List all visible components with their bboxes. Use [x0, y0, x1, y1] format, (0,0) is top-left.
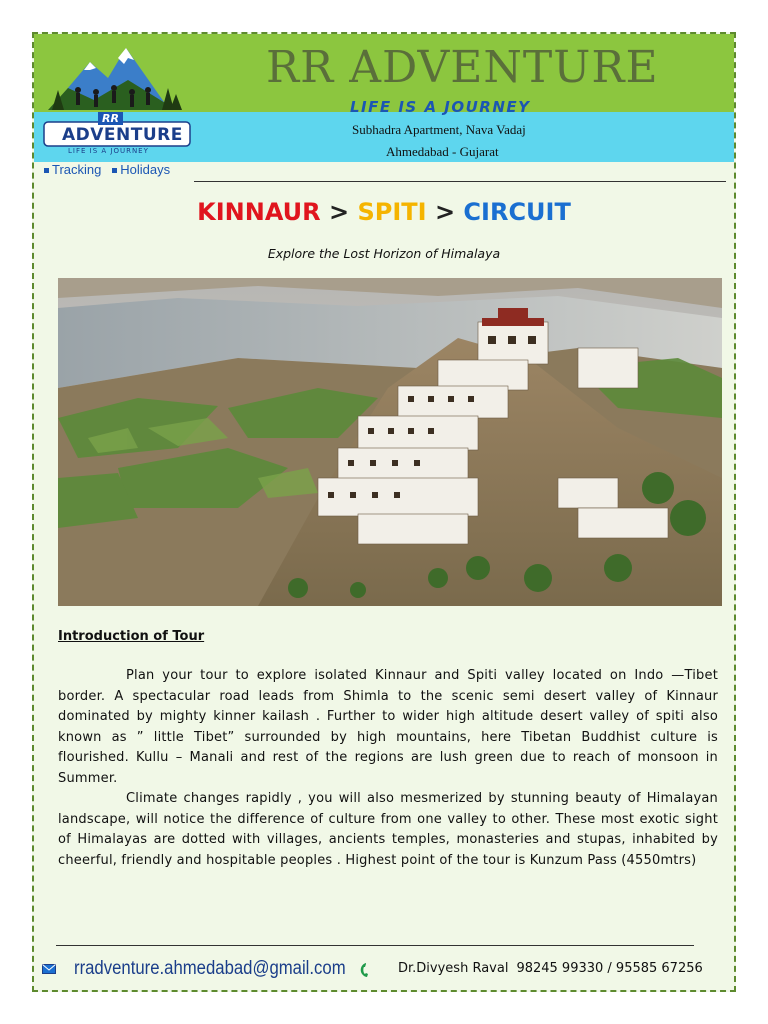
intro-paragraph-2: Climate changes rapidly , you will also mesmerized by stunning beauty of Himalayan landscape, will notice the difference of culture from one valley to other. These most exotic sight of Himalayas are dotted with villages, ancients temples, monasteries and stupas, inhabited by cheerful, friendly and hospitable peoples . Highest point of the tour is Kunzum Pass (4550mtrs) [58, 791, 718, 868]
service-holidays: Holidays [120, 162, 171, 177]
brand-name: RR ADVENTURE [266, 42, 659, 93]
header-banner [34, 34, 734, 162]
title-separator: > [329, 198, 350, 226]
logo-tagline-text: LIFE IS A JOURNEY [68, 147, 149, 155]
header-divider [194, 181, 726, 182]
envelope-icon [42, 964, 56, 974]
address-line-2: Ahmedabad - Gujarat [386, 144, 499, 159]
service-tracking: Tracking [52, 162, 102, 177]
title-separator: > [434, 198, 456, 226]
services-list [44, 162, 170, 177]
bullet-square-icon [44, 168, 49, 173]
monastery-on-hill-photo [58, 278, 722, 606]
footer [34, 958, 734, 986]
contact-info [398, 961, 703, 976]
contact-phones[interactable]: 98245 99330 / 95585 67256 [516, 961, 703, 976]
footer-divider [56, 945, 694, 946]
bullet-square-icon [112, 168, 117, 173]
address-line-1: Subhadra Apartment, Nava Vadaj [352, 122, 526, 137]
contact-name: Dr.Divyesh Raval [398, 961, 509, 976]
tour-title [34, 198, 734, 226]
intro-paragraph-1: Plan your tour to explore isolated Kinnaur and Spiti valley located on Indo —Tibet border. A spectacular road leads from Shimla to the scenic semi desert valley of Kinnaur dominated by mighty kinner kailash . Further to wider high altitude desert valley of spiti also known as ” little Tibet” surrounded by high mountains, here Tibetan Buddhist culture is flourished. Kullu – Manali and rest of the regions are lush green due to reach of monsoon in Summer. [58, 668, 718, 786]
brand-tagline: LIFE IS A JOURNEY [350, 98, 531, 116]
phone-icon [358, 962, 370, 978]
title-circuit: CIRCUIT [463, 198, 571, 226]
company-logo [38, 40, 198, 162]
tour-subtitle: Explore the Lost Horizon of Himalaya [267, 246, 501, 261]
logo-rr-text: RR [98, 112, 123, 125]
title-spiti: SPITI [357, 198, 427, 226]
title-kinnaur: KINNAUR [197, 198, 321, 226]
intro-heading: Introduction of Tour [58, 629, 205, 644]
logo-adventure-text: ADVENTURE [62, 125, 183, 145]
email-link[interactable]: rradventure.ahmedabad@gmail.com [74, 958, 346, 979]
monastery-photo [58, 278, 722, 606]
page-frame [32, 32, 736, 992]
intro-body [58, 666, 718, 871]
